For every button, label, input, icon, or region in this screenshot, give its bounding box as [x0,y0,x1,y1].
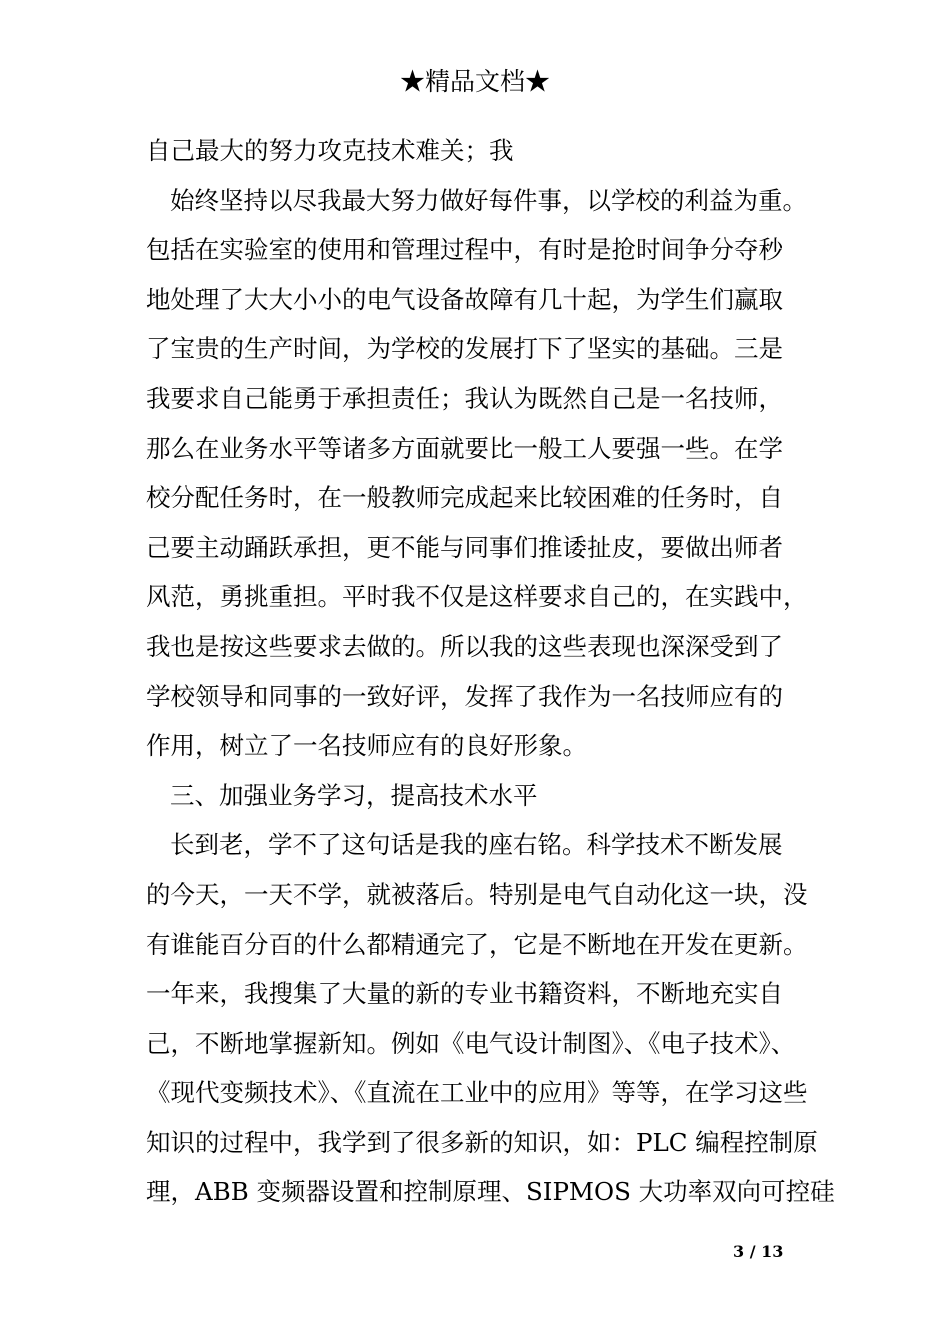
body-line-16: 的今天，一天不学，就被落后。特别是电气自动化这一块，没 [146,879,808,909]
body-line-4: 地处理了大大小小的电气设备故障有几十起，为学生们赢取 [146,284,783,314]
body-line-18: 一年来，我搜集了大量的新的专业书籍资料，不断地充实自 [146,979,783,1009]
body-line-3: 包括在实验室的使用和管理过程中，有时是抢时间争分夺秒 [146,235,783,265]
body-line-19: 己，不断地掌握新知。例如《电气设计制图》、《电子技术》、 [146,1028,796,1058]
body-line-12: 学校领导和同事的一致好评，发挥了我作为一名技师应有的 [146,681,783,711]
body-line-5: 了宝贵的生产时间，为学校的发展打下了坚实的基础。三是 [146,334,783,364]
body-line-8: 校分配任务时，在一般教师完成起来比较困难的任务时，自 [146,483,783,513]
page-header-title: ★精品文档★ [399,67,550,96]
body-line-9: 己要主动踊跃承担，更不能与同事们推诿扯皮，要做出师者 [146,532,783,562]
body-line-22: 理，ABB 变频器设置和控制原理、SIPMOS 大功率双向可控硅 [146,1177,835,1207]
page-number: 3 / 13 [733,1242,784,1261]
section-heading: 三、加强业务学习，提高技术水平 [170,780,538,810]
body-line-21: 知识的过程中，我学到了很多新的知识，如：PLC 编程控制原 [146,1127,818,1157]
body-line-1: 自己最大的努力攻克技术难关；我 [146,136,514,165]
body-line-6: 我要求自己能勇于承担责任；我认为既然自己是一名技师， [146,383,783,413]
body-line-11: 我也是按这些要求去做的。所以我的这些表现也深深受到了 [146,631,783,661]
document-body [146,126,835,1217]
body-line-7: 那么在业务水平等诸多方面就要比一般工人要强一些。在学 [146,433,783,463]
body-line-20: 《现代变频技术》、《直流在工业中的应用》等等，在学习这些 [146,1078,808,1108]
body-line-15: 长到老，学不了这句话是我的座右铭。科学技术不断发展 [170,830,783,860]
body-line-13: 作用，树立了一名技师应有的良好形象。 [146,731,587,761]
body-line-17: 有谁能百分百的什么都精通完了，它是不断地在开发在更新。 [146,929,808,959]
body-line-10: 风范，勇挑重担。平时我不仅是这样要求自己的，在实践中， [146,582,808,612]
body-line-2: 始终坚持以尽我最大努力做好每件事，以学校的利益为重。 [170,185,807,215]
